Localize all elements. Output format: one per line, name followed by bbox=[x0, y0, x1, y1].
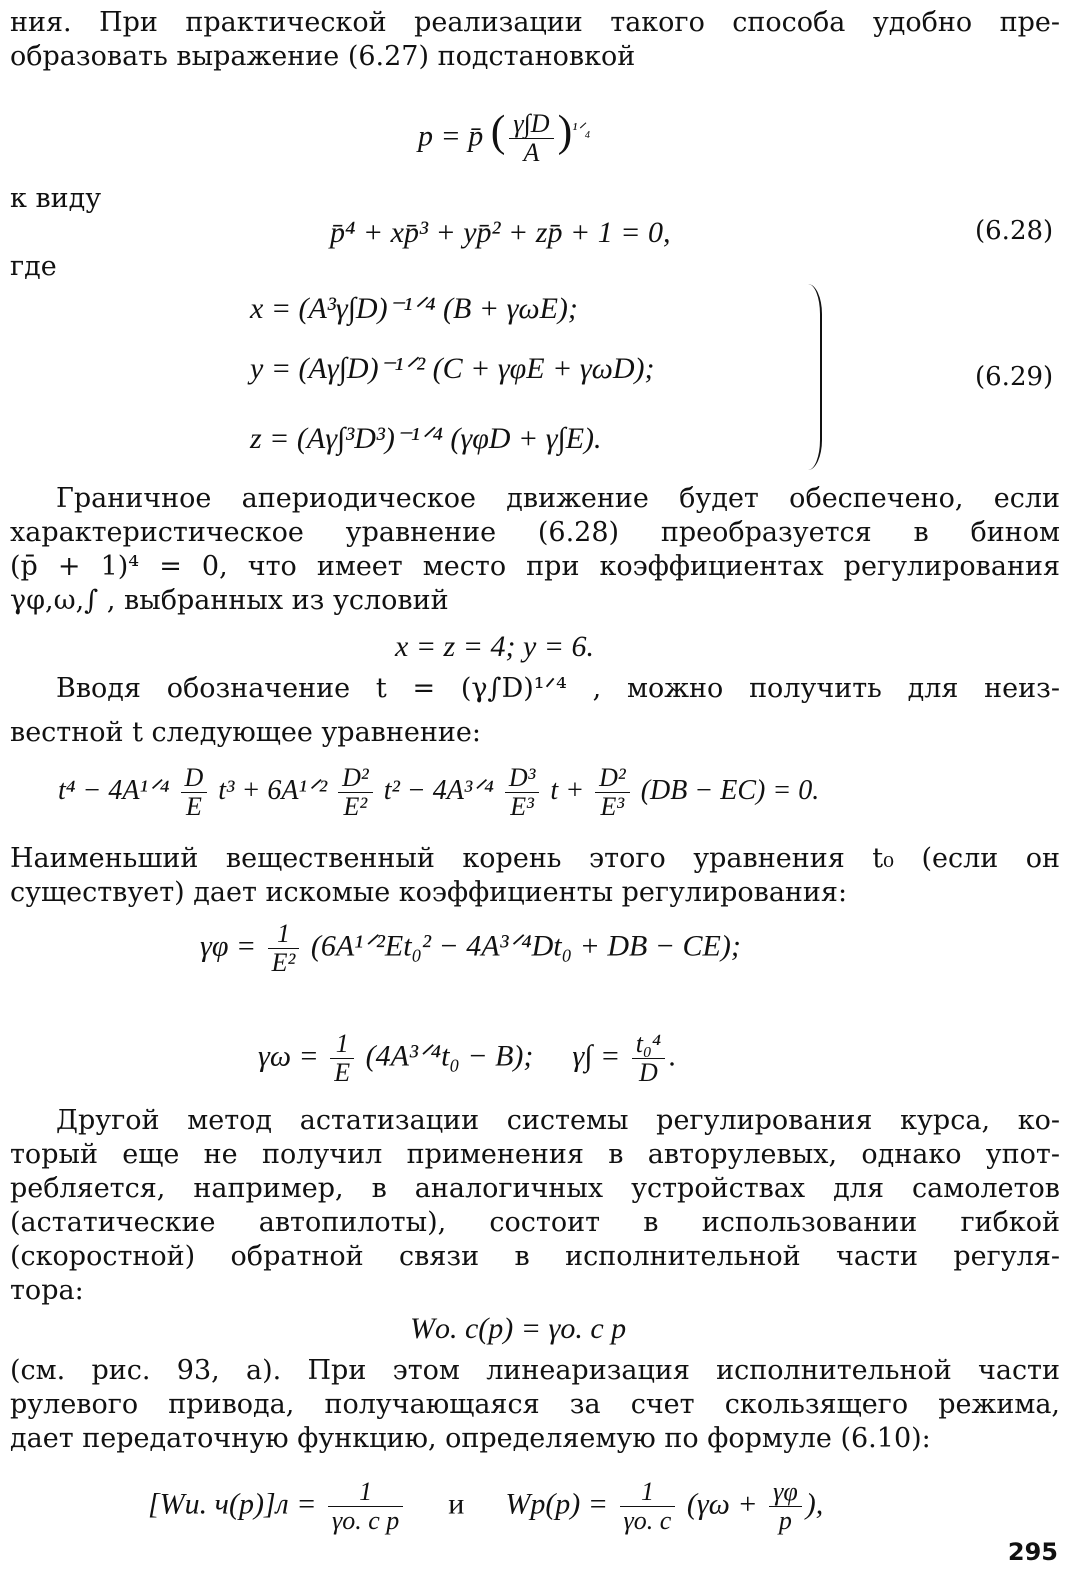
fraction-numerator: D² bbox=[595, 764, 630, 793]
equation-label: (6.28) bbox=[975, 216, 1054, 246]
text-line: Другой метод астатизации системы регулирования курса, ко- bbox=[56, 1105, 1060, 1136]
eq-part: t² − 4A³ᐟ⁴ bbox=[383, 774, 494, 806]
exponent: ¹ᐟ₄ bbox=[572, 119, 591, 139]
fraction-numerator: D² bbox=[338, 764, 373, 793]
fraction-denominator: D bbox=[638, 1058, 658, 1087]
equation-y: y = (Aγ∫D)⁻¹ᐟ² (C + γφE + γωD); bbox=[250, 352, 655, 385]
eq-lhs: γω = bbox=[258, 1039, 319, 1073]
eq-part: t + bbox=[550, 774, 585, 806]
text-line: где bbox=[10, 251, 57, 282]
text-line: дает передаточную функцию, определяемую по формуле (6.10): bbox=[10, 1423, 931, 1454]
equation-t bbox=[58, 764, 819, 821]
eq-part: ), bbox=[805, 1487, 824, 1521]
eq-part: t⁴ − 4A¹ᐟ⁴ bbox=[58, 774, 170, 806]
fraction-numerator: 1 bbox=[330, 1030, 354, 1059]
page-number: 295 bbox=[1007, 1538, 1058, 1566]
text-line: характеристическое уравнение (6.28) преобразуется в бином bbox=[10, 517, 1060, 548]
equation-z: z = (Aγ∫³D³)⁻¹ᐟ⁴ (γφD + γ∫E). bbox=[250, 422, 602, 455]
text-line: тора: bbox=[10, 1275, 84, 1306]
fraction-denominator: E² bbox=[343, 792, 368, 821]
text-line: образовать выражение (6.27) подстановкой bbox=[10, 41, 636, 72]
text-line: вестной t следующее уравнение: bbox=[10, 717, 481, 748]
eq-lhs: Wр(p) = bbox=[505, 1487, 609, 1521]
text-line: (скоростной) обратной связи в исполнительной части регуля- bbox=[10, 1241, 1060, 1272]
fraction-denominator: γо. с p bbox=[331, 1506, 400, 1535]
fraction-denominator: E² bbox=[271, 948, 296, 977]
text-line: рулевого привода, получающаяся за счет скользящего режима, bbox=[10, 1389, 1060, 1420]
text-line: торый еще не получил применения в авторулевых, однако упот- bbox=[10, 1139, 1060, 1170]
fraction-numerator: γ∫D bbox=[509, 110, 553, 139]
right-brace bbox=[800, 284, 822, 470]
eq-lhs: γφ = bbox=[200, 929, 257, 963]
fraction-denominator: A bbox=[523, 138, 540, 167]
equation-6-28: p̄⁴ + xp̄³ + yp̄² + zp̄ + 1 = 0, bbox=[330, 216, 671, 249]
text-line: Граничное апериодическое движение будет обеспечено, если bbox=[56, 483, 1060, 514]
eq-lhs: [Wи. ч(p)]л = bbox=[148, 1487, 317, 1521]
equation-gamma-omega bbox=[258, 1030, 677, 1087]
equation-w-oc: Wо. с(p) = γо. с p bbox=[410, 1312, 627, 1345]
text-line: (см. рис. 93, а). При этом линеаризация исполнительной части bbox=[10, 1355, 1060, 1386]
fraction-numerator: 1 bbox=[328, 1478, 403, 1507]
fraction-numerator: t₀⁴ bbox=[632, 1030, 665, 1059]
equation-conditions: x = z = 4; y = 6. bbox=[395, 630, 595, 663]
text-line: ния. При практической реализации такого способа удобно пре- bbox=[10, 7, 1060, 38]
text-line: Вводя обозначение t = (γ∫D)¹ᐟ⁴ , можно получить для неиз- bbox=[56, 673, 1060, 704]
fraction-denominator: p bbox=[778, 1506, 792, 1535]
equation-x: x = (A³γ∫D)⁻¹ᐟ⁴ (B + γωE); bbox=[250, 292, 578, 325]
fraction-numerator: D³ bbox=[505, 764, 540, 793]
fraction-numerator: D bbox=[181, 764, 208, 793]
text-line: (астатические автопилоты), состоит в использовании гибкой bbox=[10, 1207, 1060, 1238]
text-line: к виду bbox=[10, 183, 102, 214]
fraction-denominator: E bbox=[185, 792, 202, 821]
fraction-numerator: 1 bbox=[620, 1478, 676, 1507]
fraction-denominator: γо. с bbox=[623, 1506, 672, 1535]
text-line: ребляется, например, в аналогичных устройствах для самолетов bbox=[10, 1173, 1060, 1204]
eq-part: (γω + bbox=[686, 1487, 758, 1521]
eq-rhs: (6A¹ᐟ²Et₀² − 4A³ᐟ⁴Dt₀ + DB − CE); bbox=[310, 929, 741, 963]
equation-substitution: p = p̄ ( $\frac{\gamma\int D}{A}$ )$^{^1ᐟ_4}$ bbox=[418, 106, 591, 167]
eq-rhs: (4A³ᐟ⁴t₀ − B); bbox=[365, 1039, 534, 1073]
eq-part: t³ + 6A¹ᐟ² bbox=[218, 774, 328, 806]
text-line: (p̄ + 1)⁴ = 0, что имеет место при коэффициентах регулирования bbox=[10, 551, 1060, 582]
equation-transfer-functions bbox=[148, 1478, 823, 1535]
text-line: существует) дает искомые коэффициенты регулирования: bbox=[10, 877, 848, 908]
fraction-denominator: E³ bbox=[510, 792, 534, 821]
eq-lhs: p = p̄ bbox=[418, 119, 484, 153]
eq-tail: . bbox=[669, 1039, 677, 1073]
text-line: Наименьший вещественный корень этого уравнения t₀ (если он bbox=[10, 843, 1060, 874]
equation-label: (6.29) bbox=[975, 362, 1054, 392]
equation-gamma-phi bbox=[200, 920, 741, 977]
fraction-numerator: γφ bbox=[769, 1478, 802, 1507]
fraction-denominator: E³ bbox=[600, 792, 625, 821]
text-line: γφ,ω,∫ , выбранных из условий bbox=[10, 585, 449, 616]
fraction-denominator: E bbox=[334, 1058, 351, 1087]
fraction-numerator: 1 bbox=[268, 920, 300, 949]
conjunction: и bbox=[448, 1487, 465, 1521]
eq-lhs: γ∫ = bbox=[572, 1039, 621, 1073]
eq-part: (DB − EC) = 0. bbox=[640, 774, 820, 806]
